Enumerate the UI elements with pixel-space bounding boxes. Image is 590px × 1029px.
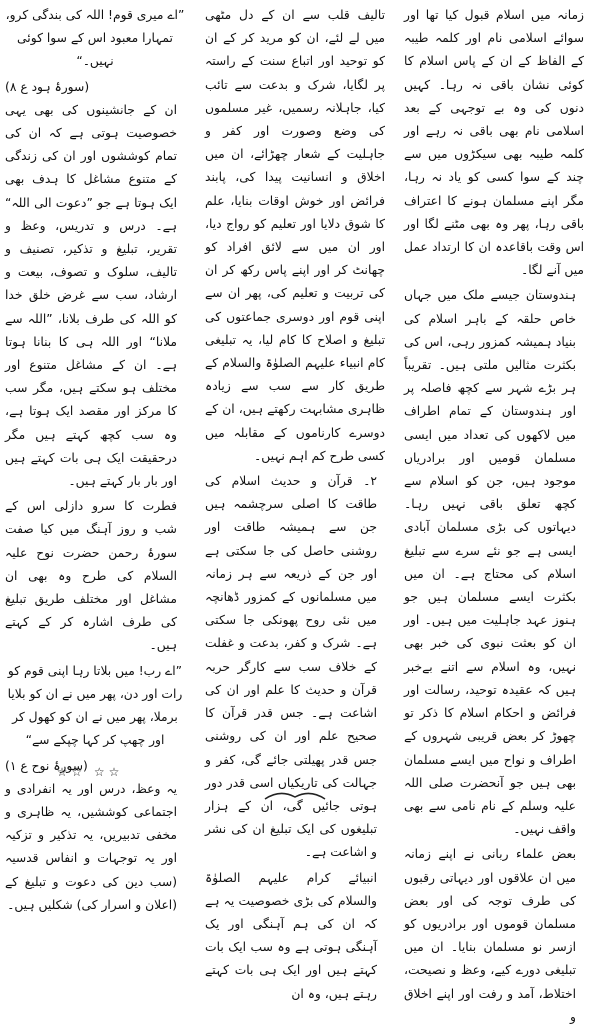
quote-reference: (سورۂ نوح ع ۱) xyxy=(5,758,88,773)
paragraph: بعض علماء ربانی نے اپنے زمانہ میں ان علاقوں اور دیہاتی رقبوں کی طرف توجہ کی اور بعض مسلمان قوموں اور برادریوں کو ازسر نو مسلمان بنایا۔ ان میں تبلیغی دورے کیے، وعظ و نصیحت، اختلاط، آمد و رفت اور اپنے اخلاق و xyxy=(404,847,576,1024)
page-ornament-icon xyxy=(255,787,335,803)
paragraph: انبیائے کرام علیہم الصلوٰۃ والسلام کی بڑی خصوصیت یہ ہے کہ ان کی ہم آہنگی اور یک آہنگی ہوتی ہے وہ سب ایک بات کہتے ہیں اور ایک ہی بات کہتے رہتے ہیں، وہ ان xyxy=(205,870,377,1001)
paragraph: ہندوستان جیسے ملک میں جہاں خاص حلقہ کے باہر اسلام کی بنیاد ہمیشہ کمزور رہی، اس کی بکثرت مثالیں ملتی ہیں۔ تقریباً ہر بڑے شہر سے کچھ فاصلہ پر اور ہندوستان کے تمام اطراف میں لاکھوں کی تعداد میں ایسی مسلمان قومیں اور برادریاں موجود ہیں، جن کو اسلام سے کچھ تعلق باقی نہیں رہا۔ دیہاتوں کی بڑی مسلمان آبادی ایسی ہے جو نئے سرے سے تبلیغ اسلام کی محتاج ہے۔ ان میں بکثرت ایسے مسلمان ہیں جو ہنوز عہد جاہلیت میں ہیں۔ اور ان کو بعثت نبوی کی خبر بھی نہیں، وہ اسلام سے اتنے بےخبر ہیں کہ عقیدہ توحید، رسالت اور فرائض و احکام اسلام کا ذکر تو چھوڑ کر بعض قریبی شہروں کے اطراف و نواح میں ایسے مسلمان بھی ہیں جو آنحضرت صلی اللہ علیہ وسلم کے نام نامی سے بھی واقف نہیں۔ xyxy=(404,288,576,837)
quote: ”اے رب! میں بلاتا رہا اپنی قوم کو رات اور دن، پھر میں نے ان کو بلایا برملا، پھر میں نے ان کو کھول کر اور چھپ کر کہا چپکے سے“ xyxy=(7,663,183,748)
paragraph: یہ وعظ، درس اور یہ انفرادی و اجتماعی کوششیں، یہ ظاہری و مخفی تدبیریں، یہ تذکیر و تزکیہ اور یہ توجہات و انفاس قدسیہ (سب دین کی دعوت و تبلیغ کے (اعلان و اسرار کی) شکلیں ہیں۔ xyxy=(5,781,177,912)
quote-reference: (سورۂ ہود ع ۸) xyxy=(5,79,90,94)
column-middle xyxy=(205,4,385,1001)
paragraph: زمانہ میں اسلام قبول کیا تھا اور سوائے اسلامی نام اور کلمہ طیبہ کے الفاظ کے ان کے پاس اسلام کا کوئی نشان باقی نہ رہا۔ کہیں دنوں کی وہ بے توجہی کے بعد اسلامی نام بھی باقی نہ رہے اور کلمہ طیبہ بھی سیکڑوں میں سے چند کے سوا کسی کو یاد نہ رہا، مگر اپنے مسلمان ہونے کا اعتراف باقی رہا، پھر وہ بھی مٹنے لگا اور اس وقت باقاعدہ ان کا ارتداد عمل میں آنے لگا۔ xyxy=(404,8,584,278)
paragraph: تالیف قلب سے ان کے دل مٹھی میں لے لئے، ان کو مرید کر کے ان کو توحید اور اتباع سنت کے راستہ پر لگایا، شرک و بدعت سے تائب کیا، جاہلانہ رسمیں، غیر مسلموں کی وضع وصورت اور کفر و جاہلیت کے شعار چھڑائے، ان میں اخلاق و انسانیت پیدا کی، پابند فرائض اور خوش اوقات بنایا، علم کا شوق دلایا اور تعلیم کو رواج دیا، اور ان میں سے لائق افراد کو چھانٹ کر اور اپنے پاس رکھ کر ان کی تربیت و تعلیم کی، پھر ان سے اپنی قوم اور دوسری جماعتوں کی تبلیغ و اصلاح کا کام لیا، یہ تبلیغی کام انبیاء علیہم الصلوٰۃ والسلام کے طریق کار سے سب سے زیادہ ظاہری مشابہت رکھتے ہیں، ان کے دوسرے کارناموں کے مقابلہ میں کسی طرح کم اہم نہیں۔ xyxy=(205,8,385,463)
section-end-stars: ☆☆ ☆☆ xyxy=(56,765,124,779)
paragraph: فطرت کا سرو دازلی اس کے شب و روز آہنگ میں کیا صفت سورۂ رحمن حضرت نوح علیہ السلام کی طرح وہ بھی ان مشاغل اور مختلف طریق تبلیغ کی طرف اشارہ کر کے کہتے ہیں۔ xyxy=(5,499,177,653)
column-right xyxy=(404,4,584,1024)
paragraph: ۲۔ قرآن و حدیث اسلام کی طاقت کا اصلی سرچشمہ ہیں جن سے ہمیشہ طاقت اور روشنی حاصل کی جا سکتی ہے اور جن کے ذریعہ سے ہر زمانہ میں مسلمانوں کے کمزور ڈھانچہ میں نئی روح پھونکی جا سکتی ہے۔ شرک و کفر، بدعت و غفلت کے خلاف سب سے کارگر حربہ قرآن و حدیث کا علم اور ان کی اشاعت ہے۔ جس قدر قرآن کا صحیح علم اور ان کی روشنی جس قدر پھیلتی جائے گی، کفر و جہالت کی تاریکیاں اسی قدر دور ہوتی جائیں گی، ان کے ہزار تبلیغوں کی ایک تبلیغ ان کی نشر و اشاعت ہے۔ xyxy=(205,474,377,860)
quote: ”اے میری قوم! اللہ کی بندگی کرو، تمہارا معبود اس کے سوا کوئی نہیں۔“ xyxy=(5,8,185,69)
column-left xyxy=(5,4,185,912)
paragraph: ان کے جانشینوں کی بھی یہی خصوصیت ہوتی ہے کہ ان کی تمام کوششوں اور ان کی زندگی کے متنوع مشاغل کا ہدف بھی ایک ہوتا ہے جو ”دعوت الی اللہ“ ہے۔ درس و تدریس، وعظ و تقریر، تبلیغ و تذکیر، تصنیف و تالیف، سلوک و تصوف، بیعت و ارشاد، سب سے غرض خلق خدا کو اللہ کی طرف بلانا، ”اللہ سے ملانا“ اور اللہ ہی کا بنانا ہوتا ہے۔ ان کے مشاغل متنوع اور مختلف ہو سکتے ہیں، مگر سب کا مرکز اور مقصد ایک ہوتا ہے، وہ سب کچھ کہتے ہیں مگر درحقیقت ایک ہی بات کہتے ہیں اور بار بار کہتے ہیں۔ xyxy=(5,102,177,489)
